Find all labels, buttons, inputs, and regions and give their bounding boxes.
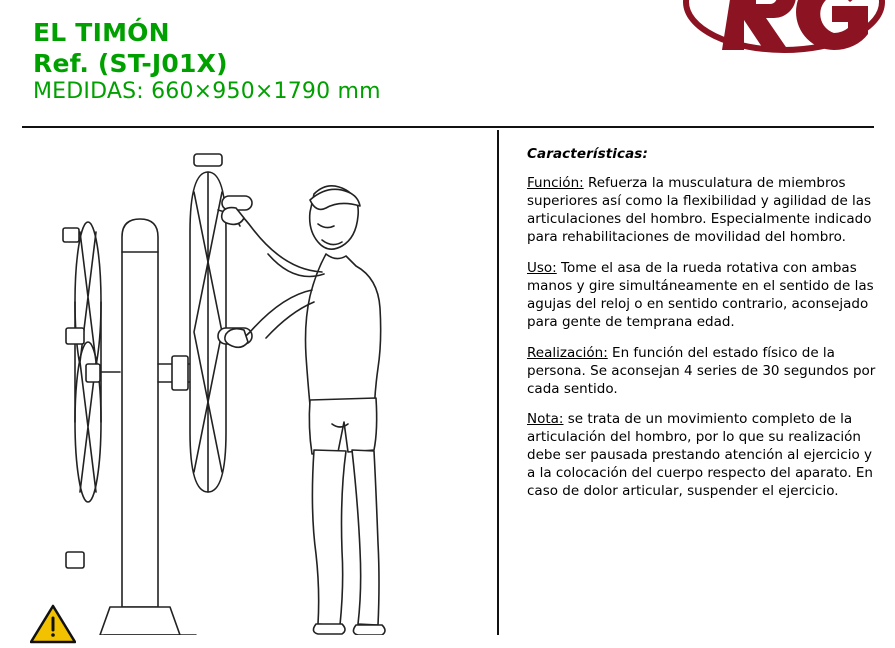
- characteristic-funcion: [527, 175, 877, 247]
- characteristic-nota-text: se trata de un movimiento completo de la articulación del hombro, por lo que su realización debe ser pausada prestando atención al ejercicio y a la colocación del cuerpo respecto del aparato. En caso de dolor articular, suspender el ejercicio.: [527, 411, 873, 500]
- characteristic-nota: [527, 411, 877, 501]
- title-block: [33, 18, 381, 106]
- characteristic-nota-label: Nota:: [527, 411, 564, 428]
- characteristic-uso-text: Tome el asa de la rueda rotativa con ambas manos y gire simultáneamente en el sentido de las agujas del reloj o en sentido contrario, aconsejado para gente de temprana edad.: [527, 259, 874, 330]
- vertical-divider: [497, 130, 499, 635]
- characteristics-heading: Características:: [527, 146, 648, 162]
- horizontal-divider: [22, 126, 874, 128]
- characteristic-uso: [527, 260, 877, 332]
- product-dimensions: MEDIDAS: 660×950×1790 mm: [33, 79, 381, 104]
- exercise-machine-illustration: [22, 132, 492, 635]
- page-title: EL TIMÓN: [33, 18, 170, 47]
- characteristic-funcion-label: Función:: [527, 175, 584, 191]
- rg-logo: [672, 0, 887, 71]
- characteristic-realizacion-text: En función del estado físico de la persona. Se aconsejan 4 series de 30 segundos por cada sentido.: [527, 344, 876, 397]
- characteristics-panel: [527, 146, 877, 514]
- characteristic-realizacion-label: Realización:: [527, 344, 608, 361]
- characteristic-uso-label: Uso:: [527, 259, 557, 276]
- warning-triangle-icon: [30, 604, 76, 644]
- characteristic-funcion-text: Refuerza la musculatura de miembros superiores así como la flexibilidad y agilidad de las articulaciones del hombro. Especialmente indicado para rehabilitaciones de movilidad del hombro.: [527, 175, 872, 245]
- product-reference: Ref. (ST-J01X): [33, 48, 228, 78]
- page-header: [0, 0, 895, 125]
- characteristic-realizacion: [527, 345, 877, 399]
